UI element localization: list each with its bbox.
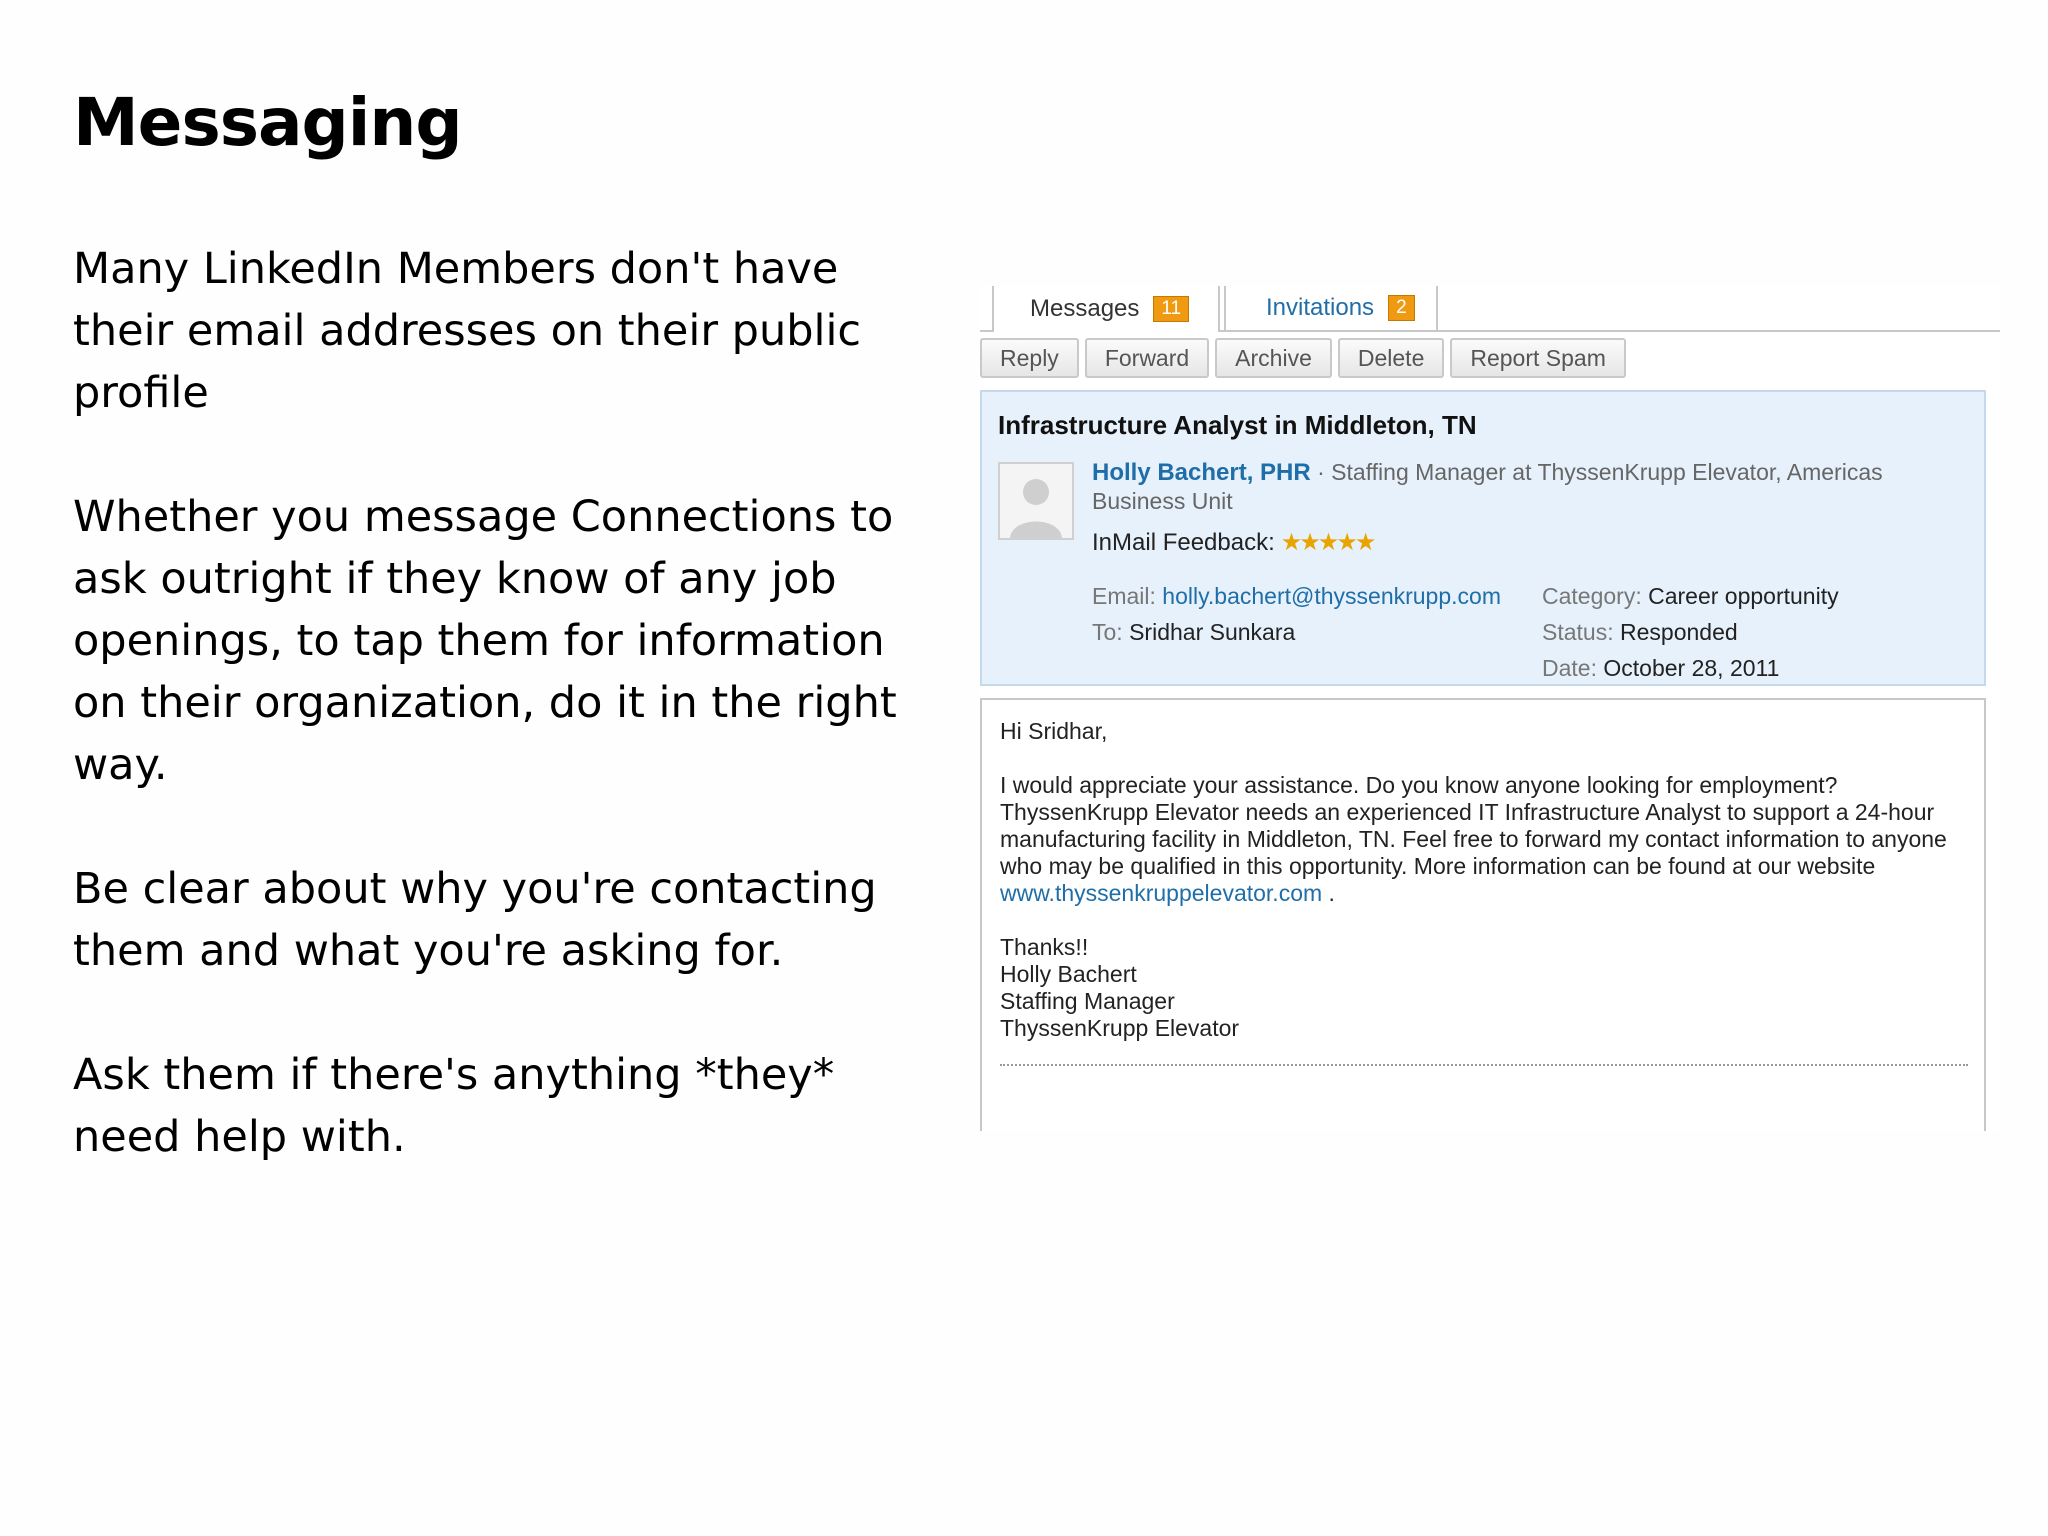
tab-messages[interactable] xyxy=(992,286,1220,332)
tab-invitations[interactable] xyxy=(1224,286,1438,330)
greeting: Hi Sridhar, xyxy=(1000,718,1108,744)
slide-paragraph: Whether you message Connections to ask outright if they know of any job openings, to tap them for information on their organization, do it in the right way. xyxy=(73,492,897,790)
messages-count-badge: 11 xyxy=(1153,296,1189,322)
website-suffix: . xyxy=(1322,880,1335,906)
inmail-feedback xyxy=(1092,528,1373,557)
signature-title: Staffing Manager xyxy=(1000,988,1175,1014)
to-row xyxy=(1092,618,1295,646)
signature-name: Holly Bachert xyxy=(1000,961,1137,987)
recipient-name: Sridhar Sunkara xyxy=(1129,619,1296,645)
slide-paragraph: Many LinkedIn Members don't have their email addresses on their public profile xyxy=(73,244,862,418)
message-subject: Infrastructure Analyst in Middleton, TN xyxy=(998,410,1477,440)
body-paragraph xyxy=(1000,772,1970,907)
inbox-tabs xyxy=(980,286,2000,332)
sender-line xyxy=(1092,458,1952,515)
archive-button[interactable]: Archive xyxy=(1215,338,1332,378)
category-row xyxy=(1542,582,1839,610)
invitations-count-badge: 2 xyxy=(1388,295,1415,321)
slide-paragraph: Be clear about why you're contacting them and what you're asking for. xyxy=(73,864,877,976)
status-label: Status: xyxy=(1542,619,1614,645)
sender-title: Staffing Manager at ThyssenKrupp Elevator, Americas Business Unit xyxy=(1092,459,1883,514)
message-body-text xyxy=(1000,718,1970,1042)
to-label: To: xyxy=(1092,619,1123,645)
forward-button[interactable]: Forward xyxy=(1085,338,1209,378)
message-header xyxy=(980,390,1986,686)
body-text: I would appreciate your assistance. Do you know anyone looking for employment? ThyssenKrupp Elevator needs an experienced IT Infrastructure Analyst to support a 24-hour manufacturing facility in Middleton, TN. Feel free to forward my contact information to anyone who may be qualified in this opportunity. More information can be found at our website xyxy=(1000,772,1947,879)
report-spam-button[interactable]: Report Spam xyxy=(1450,338,1626,378)
sender-separator: · xyxy=(1310,459,1332,485)
email-link[interactable]: holly.bachert@thyssenkrupp.com xyxy=(1162,583,1501,609)
category-label: Category: xyxy=(1542,583,1642,609)
email-label: Email: xyxy=(1092,583,1156,609)
slide-paragraph: Ask them if there's anything *they* need help with. xyxy=(73,1050,835,1162)
message-toolbar xyxy=(980,338,1626,380)
avatar[interactable] xyxy=(998,462,1074,540)
category-value: Career opportunity xyxy=(1648,583,1839,609)
date-row xyxy=(1542,654,1779,682)
email-row xyxy=(1092,582,1501,610)
slide-title: Messaging xyxy=(73,84,462,161)
tab-invitations-label: Invitations xyxy=(1266,294,1375,321)
tab-messages-label: Messages xyxy=(1030,295,1140,322)
reply-button[interactable]: Reply xyxy=(980,338,1079,378)
signature-company: ThyssenKrupp Elevator xyxy=(1000,1015,1240,1041)
signoff: Thanks!! xyxy=(1000,934,1089,960)
delete-button[interactable]: Delete xyxy=(1338,338,1444,378)
date-value: October 28, 2011 xyxy=(1603,655,1780,681)
slide-body xyxy=(73,238,903,1230)
status-value: Responded xyxy=(1620,619,1738,645)
person-silhouette-icon xyxy=(1000,464,1072,538)
sender-name-link[interactable]: Holly Bachert, PHR xyxy=(1092,459,1311,486)
star-rating-icon: ★★★★★ xyxy=(1280,529,1374,556)
website-link[interactable]: www.thyssenkruppelevator.com xyxy=(1000,880,1323,906)
date-label: Date: xyxy=(1542,655,1597,681)
feedback-label: InMail Feedback: xyxy=(1092,528,1275,556)
signature-divider xyxy=(1000,1064,1968,1066)
message-body xyxy=(980,698,1986,1131)
linkedin-inbox-screenshot xyxy=(980,286,2000,1131)
status-row xyxy=(1542,618,1738,646)
